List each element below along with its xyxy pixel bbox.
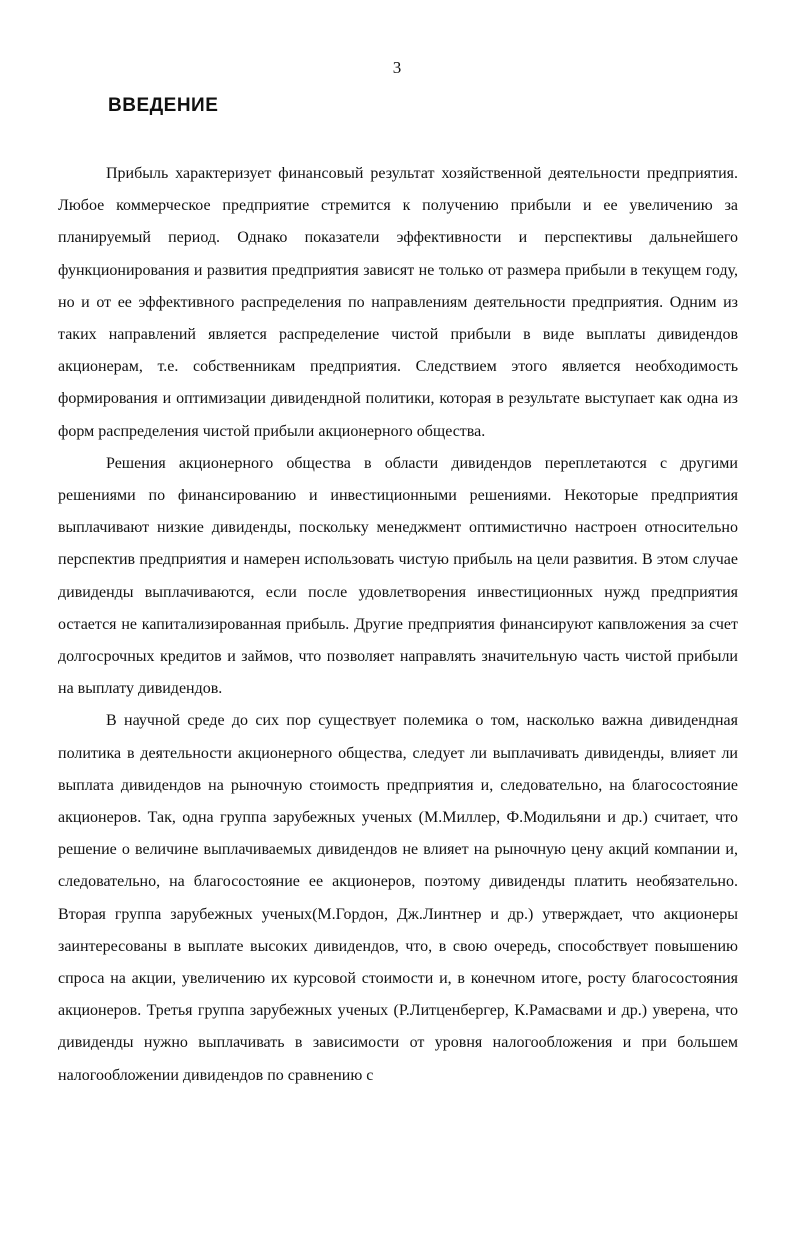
body-text: [58, 158, 738, 1092]
paragraph-1: Прибыль характеризует финансовый результат хозяйственной деятельности предприятия. Любое коммерческое предприятие стремится к получению прибыли и ее увеличению за планируемый период. Однако показатели эффективности и перспективы дальнейшего функционирования и развития предприятия зависят не только от размера прибыли в текущем году, но и от ее эффективного распределения по направлениям деятельности предприятия. Одним из таких направлений является распределение чистой прибыли в виде выплаты дивидендов акционерам, т.е. собственникам предприятия. Следствием этого является необходимость формирования и оптимизации дивидендной политики, которая в результате выступает как одна из форм распределения чистой прибыли акционерного общества.: [58, 165, 738, 440]
paragraph-3: В научной среде до сих пор существует полемика о том, насколько важна дивидендная политика в деятельности акционерного общества, следует ли выплачивать дивиденды, влияет ли выплата дивидендов на рыночную стоимость предприятия и, следовательно, на благосостояние акционеров. Так, одна группа зарубежных ученых (М.Миллер, Ф.Модильяни и др.) считает, что решение о величине выплачиваемых дивидендов не влияет на рыночную цену акций компании и, следовательно, на благосостояние ее акционеров, поэтому дивиденды платить необязательно. Вторая группа зарубежных ученых(М.Гордон, Дж.Линтнер и др.) утверждает, что акционеры заинтересованы в выплате высоких дивидендов, что, в свою очередь, способствует повышению спроса на акции, увеличению их курсовой стоимости и, в конечном итоге, росту благосостояния акционеров. Третья группа зарубежных ученых (Р.Литценбергер, К.Рамасвами и др.) уверена, что дивиденды нужно выплачивать в зависимости от уровня налогообложения и при большем налогообложении дивидендов по сравнению с: [58, 712, 738, 1084]
paragraph-2: Решения акционерного общества в области дивидендов переплетаются с другими решениями по финансированию и инвестиционными решениями. Некоторые предприятия выплачивают низкие дивиденды, поскольку менеджмент оптимистично настроен относительно перспектив предприятия и намерен использовать чистую прибыль на цели развития. В этом случае дивиденды выплачиваются, если после удовлетворения инвестиционных нужд предприятия остается не капитализированная прибыль. Другие предприятия финансируют капвложения за счет долгосрочных кредитов и займов, что позволяет направлять значительную часть чистой прибыли на выплату дивидендов.: [58, 454, 738, 698]
section-heading: ВВЕДЕНИЕ: [108, 95, 219, 116]
page-number: 3: [392, 58, 402, 77]
